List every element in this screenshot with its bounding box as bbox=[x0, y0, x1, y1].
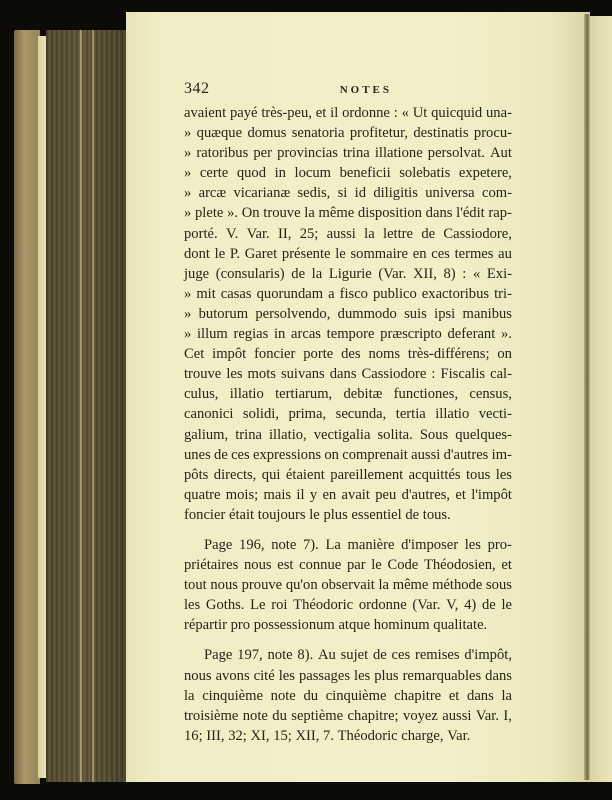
text-line: » certe quod in locum beneficii solebatis expetere, bbox=[184, 165, 512, 182]
text-line: dont le P. Garet présente le sommaire en ces termes au bbox=[184, 245, 512, 262]
page-header bbox=[184, 79, 512, 103]
text-line: Page 196, note 7). La manière d'imposer les pro- bbox=[204, 536, 512, 553]
text-line: » butorum persolvendo, dummodo suis ipsi manibus bbox=[184, 305, 512, 322]
paragraph-gap bbox=[184, 525, 512, 535]
text-line: » mit casas quorundam a fisco publico exactoribus tri- bbox=[184, 285, 512, 302]
page-number: 342 bbox=[184, 80, 210, 97]
text-line: tout nous prouve qu'on observait la même méthode sous bbox=[184, 577, 512, 594]
text-line: avaient payé très-peu, et il ordonne : « Ut quicquid una- bbox=[184, 105, 512, 121]
text-line: les Goths. Le roi Théodoric ordonne (Var. V, 4) de le bbox=[184, 597, 512, 614]
text-line: foncier était toujours le plus essentiel de tous. bbox=[184, 506, 451, 523]
page-text bbox=[184, 79, 512, 746]
text-line: » ratoribus per provincias trina illatione persolvat. Aut bbox=[184, 145, 512, 162]
text-line: galium, trina illatio, vectigalia solita. Sous quelques- bbox=[184, 426, 512, 443]
text-line: quatre mois; mais il y en avait peu d'autres, et l'impôt bbox=[184, 486, 512, 503]
text-line: Page 197, note 8). Au sujet de ces remises d'impôt, bbox=[204, 647, 512, 664]
text-line: canonici solidi, prima, secunda, tertia illatio vecti- bbox=[184, 406, 512, 423]
paragraph bbox=[184, 535, 512, 635]
text-line: troisième note du septième chapitre; voyez aussi Var. I, bbox=[184, 707, 512, 724]
text-line: répartir pro possessionum atque hominum qualitate. bbox=[184, 617, 488, 634]
text-line: culus, illatio tertiarum, debitæ functiones, census, bbox=[184, 386, 512, 403]
text-line: pôts directs, qui étaient pareillement acquittés tous les bbox=[184, 466, 512, 483]
text-line: 16; III, 32; XI, 15; XII, 7. Théodoric charge, Var. bbox=[184, 727, 471, 744]
text-line: trouve les mots suivans dans Cassiodore : Fiscalis cal- bbox=[184, 366, 512, 383]
text-line: nous avons cité les passages les plus remarquables dans bbox=[184, 667, 512, 684]
text-line: la cinquième note du cinquième chapitre et dans la bbox=[184, 687, 512, 704]
text-line: Cet impôt foncier porte des noms très-différens; on bbox=[184, 346, 512, 363]
text-line: priétaires nous est connue par le Code Théodosien, et bbox=[184, 557, 512, 574]
running-head: NOTES bbox=[339, 84, 392, 96]
paragraph bbox=[184, 645, 512, 745]
text-line: » illum regias in arcas tempore præscripto deferant ». bbox=[184, 326, 512, 343]
paragraph-gap bbox=[184, 635, 512, 645]
text-line: » plete ». On trouve la même disposition dans l'édit rap- bbox=[184, 205, 512, 222]
paragraph bbox=[184, 103, 512, 525]
text-line: unes de ces expressions on comprenait aussi d'autres im- bbox=[184, 446, 512, 463]
text-line: » arcæ vicarianæ sedis, si id diligitis universa com- bbox=[184, 185, 512, 202]
text-line: porté. V. Var. II, 25; aussi la lettre de Cassiodore, bbox=[184, 225, 512, 242]
text-line: » quæque domus senatoria profitetur, destinatis procu- bbox=[184, 125, 512, 142]
book-cover-edge bbox=[14, 30, 40, 784]
facing-page-edge bbox=[590, 16, 612, 782]
text-line: juge (consularis) de la Ligurie (Var. XII, 8) : « Exi- bbox=[184, 265, 512, 282]
page-block-edge bbox=[46, 30, 126, 782]
body-text bbox=[184, 103, 512, 746]
